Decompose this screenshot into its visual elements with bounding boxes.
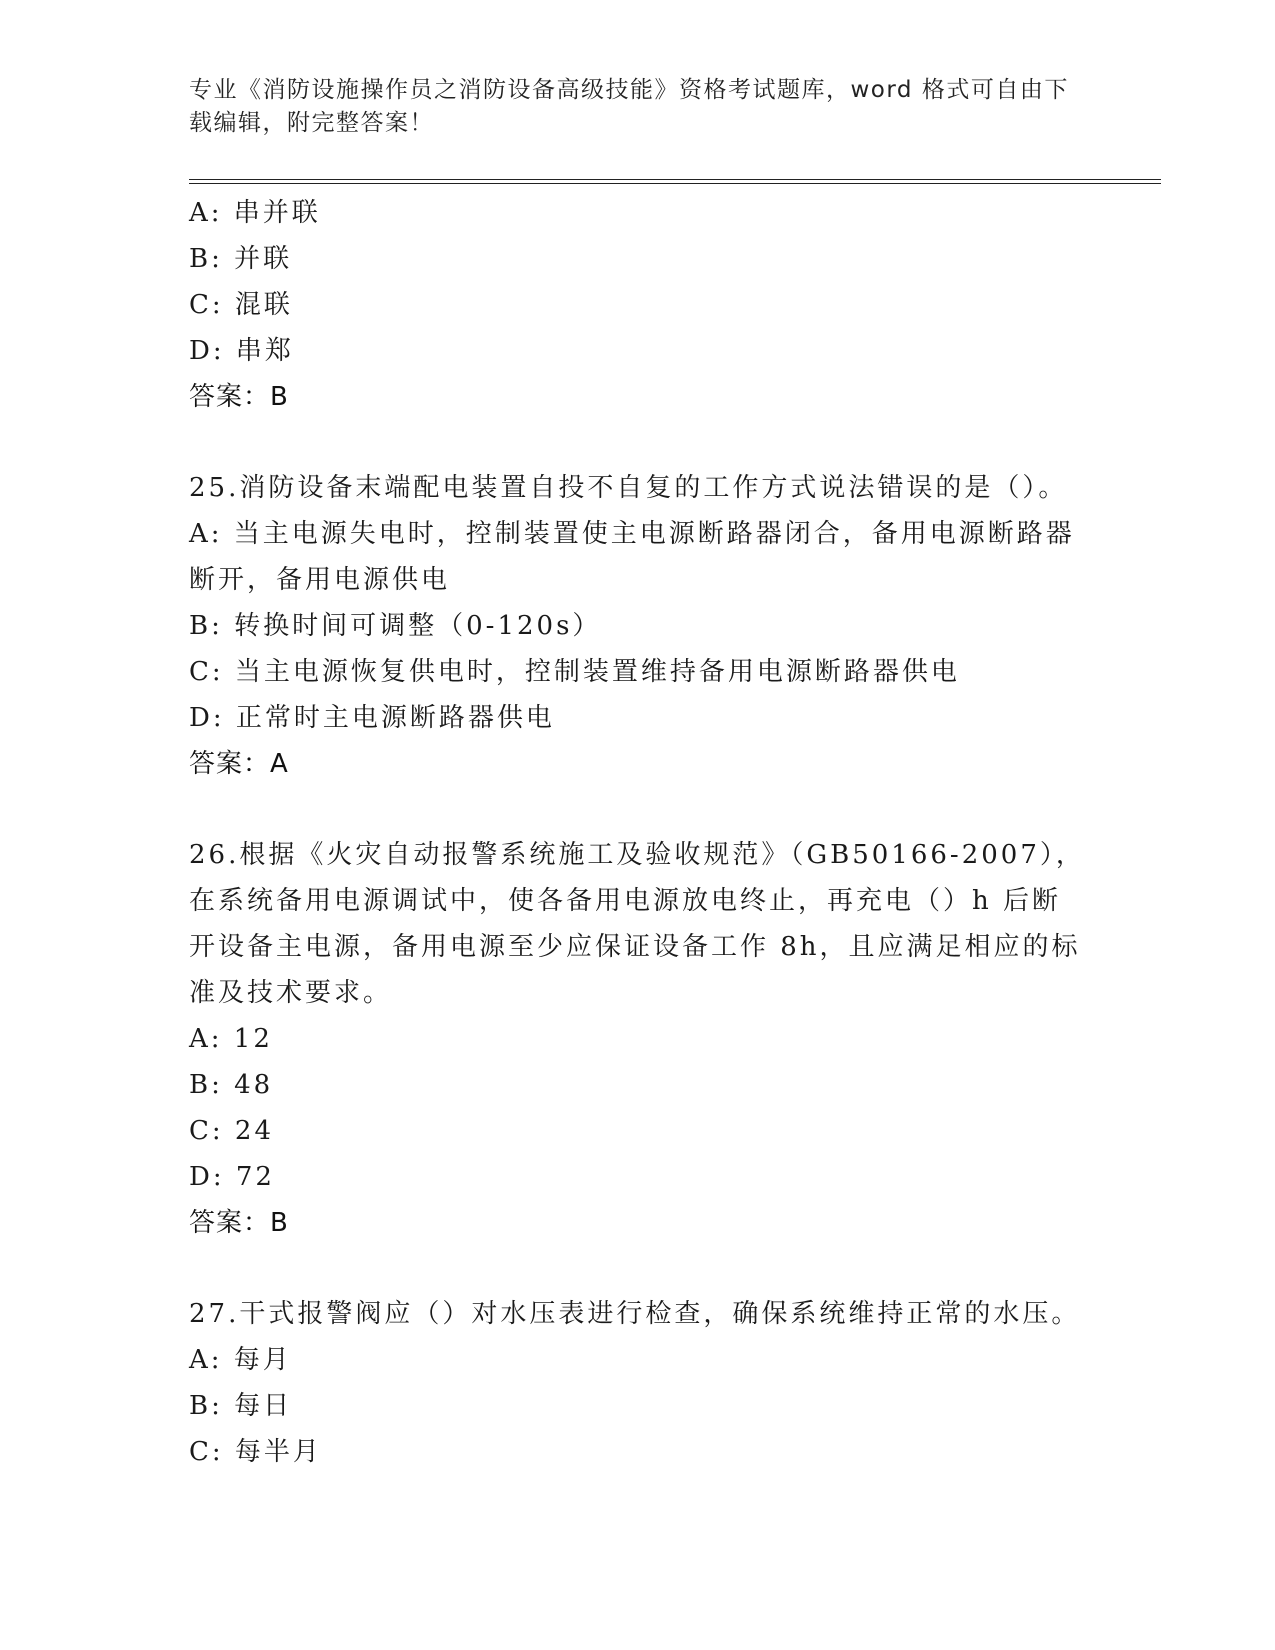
- document-header: [189, 74, 1089, 140]
- header-line-2: 载编辑，附完整答案！: [189, 110, 434, 136]
- question-27: [189, 1291, 1089, 1475]
- option-b: B: 转换时间可调整（0-120s）: [189, 611, 602, 641]
- question-list: [189, 190, 1089, 1475]
- question-text: 25.消防设备末端配电装置自投不自复的工作方式说法错误的是（）。: [189, 473, 1068, 503]
- option-a: A: 每月: [189, 1345, 292, 1375]
- answer-text: 答案：B: [189, 1208, 289, 1238]
- header-line-1: 专业《消防设施操作员之消防设备高级技能》资格考试题库，word 格式可自由下: [189, 77, 1069, 103]
- option-a: A: 12: [189, 1024, 273, 1054]
- question-text: 27.干式报警阀应（）对水压表进行检查，确保系统维持正常的水压。: [189, 1299, 1081, 1329]
- option-a: A: 当主电源失电时，控制装置使主电源断路器闭合，备用电源断路器断开，备用电源供电: [189, 519, 1075, 595]
- question-24: [189, 190, 1089, 420]
- option-d: D: 正常时主电源断路器供电: [189, 703, 555, 733]
- answer-text: 答案：A: [189, 749, 289, 779]
- option-d: D: 串郑: [189, 336, 294, 366]
- spacer: [189, 1246, 1089, 1291]
- option-c: C: 每半月: [189, 1437, 322, 1467]
- spacer: [189, 420, 1089, 465]
- option-c: C: 当主电源恢复供电时，控制装置维持备用电源断路器供电: [189, 657, 960, 687]
- option-b: B: 每日: [189, 1391, 293, 1421]
- header-divider-bottom: [189, 183, 1161, 184]
- header-divider-top: [189, 179, 1161, 180]
- option-c: C: 24: [189, 1116, 275, 1146]
- question-text: 26.根据《火灾自动报警系统施工及验收规范》（GB50166-2007），在系统备用电源调试中，使各备用电源放电终止，再充电（）h 后断开设备主电源，备用电源至少应保证设备工作 8h，且应满足相应的标准及技术要求。: [189, 840, 1085, 1008]
- question-25: [189, 465, 1089, 787]
- option-a: A: 串并联: [189, 198, 321, 228]
- option-b: B: 48: [189, 1070, 274, 1100]
- answer-text: 答案：B: [189, 382, 289, 412]
- question-26: [189, 832, 1089, 1246]
- spacer: [189, 787, 1089, 832]
- option-d: D: 72: [189, 1162, 275, 1192]
- option-b: B: 并联: [189, 244, 293, 274]
- option-c: C: 混联: [189, 290, 293, 320]
